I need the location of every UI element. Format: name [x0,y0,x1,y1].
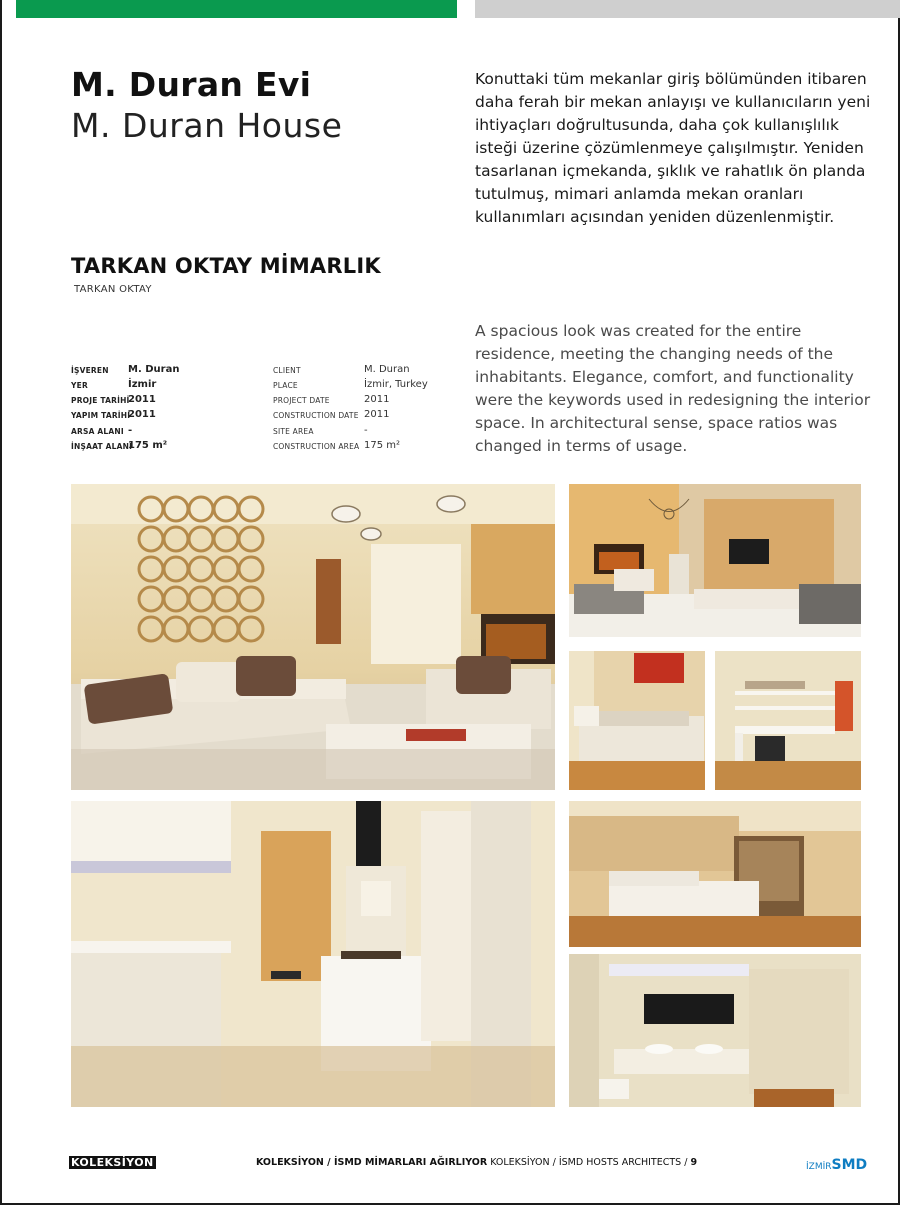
spec-label: CONSTRUCTION DATE [273,411,359,420]
spec-row [273,394,390,406]
footer-running-title [256,1157,697,1168]
spec-label: YAPIM TARİHİ [71,411,131,420]
spec-value: İzmir [128,379,157,390]
study-room-photo [715,651,861,790]
spec-label: PROJECT DATE [273,396,330,405]
firm-name: TARKAN OKTAY MİMARLIK [71,254,381,278]
kitchen-photo [71,801,555,1107]
spec-row [71,409,156,421]
izmir-smd-logo [806,1154,867,1173]
spec-label: YER [71,381,88,390]
spec-row [273,409,390,421]
spec-row [273,364,410,376]
architect-name: TARKAN OKTAY [74,284,152,295]
spec-label: SITE AREA [273,427,314,436]
project-title-tr: M. Duran Evi [71,65,312,104]
spec-label: CONSTRUCTION AREA [273,442,360,451]
spec-value: - [364,425,368,436]
spec-value: 2011 [364,409,390,420]
spec-value: 175 m² [364,440,401,451]
tv-lounge-photo [569,484,861,637]
koleksiyon-logo: KOLEKSİYON [71,1156,154,1169]
footer-subtitle: KOLEKSİYON / İSMD HOSTS ARCHITECTS / [487,1157,691,1168]
spec-row [71,425,133,437]
spec-value: M. Duran [364,364,410,375]
spec-label: CLIENT [273,366,301,375]
spec-row [273,440,401,452]
project-title-en: M. Duran House [71,106,343,145]
header-green-bar [16,0,457,18]
bathroom-photo [569,954,861,1107]
header-gray-bar [475,0,900,18]
spec-label: PROJE TARİHİ [71,396,130,405]
spec-label: İNŞAAT ALANI [71,442,133,451]
spec-value: - [128,425,133,436]
master-bedroom-photo [569,801,861,947]
footer-bold-title: KOLEKSİYON / İSMD MİMARLARI AĞIRLIYOR [256,1157,488,1168]
brand-big: SMD [831,1157,868,1173]
spec-label: PLACE [273,381,298,390]
spec-value: İzmir, Turkey [364,379,428,390]
spec-row [71,394,156,406]
spec-value: M. Duran [128,364,180,375]
spec-row [71,364,180,376]
bedroom-photo [569,651,705,790]
spec-value: 2011 [128,394,156,405]
brand-small: İZMİR [806,1162,832,1172]
spec-label: İŞVEREN [71,366,109,375]
spec-row [71,440,168,452]
description-tr: Konuttaki tüm mekanlar giriş bölümünden itibaren daha ferah bir mekan anlayışı ve kullanıcıların yeni ihtiyaçları doğrultusunda, daha çok kullanışlılık isteği üzerine çözümlenmeye çalışılmıştır. Yeniden tasarlanan içmekanda, şıklık ve rahatlık ön planda tutulmuş, mimari anlamda mekan oranları kullanımları açısından yeniden düzenlenmiştir. [475,70,871,226]
spec-row [273,379,428,391]
spec-value: 2011 [364,394,390,405]
spec-value: 175 m² [128,440,168,451]
spec-value: 2011 [128,409,156,420]
living-room-photo [71,484,555,790]
page-number: 9 [690,1157,698,1168]
spec-label: ARSA ALANI [71,427,124,436]
spec-row [71,379,157,391]
spec-row [273,425,368,437]
description-en: A spacious look was created for the entire residence, meeting the changing needs of the inhabitants. Elegance, comfort, and functionality were the keywords used in redesigning the interior space. In architectural sense, space ratios was changed in terms of usage. [475,322,871,455]
